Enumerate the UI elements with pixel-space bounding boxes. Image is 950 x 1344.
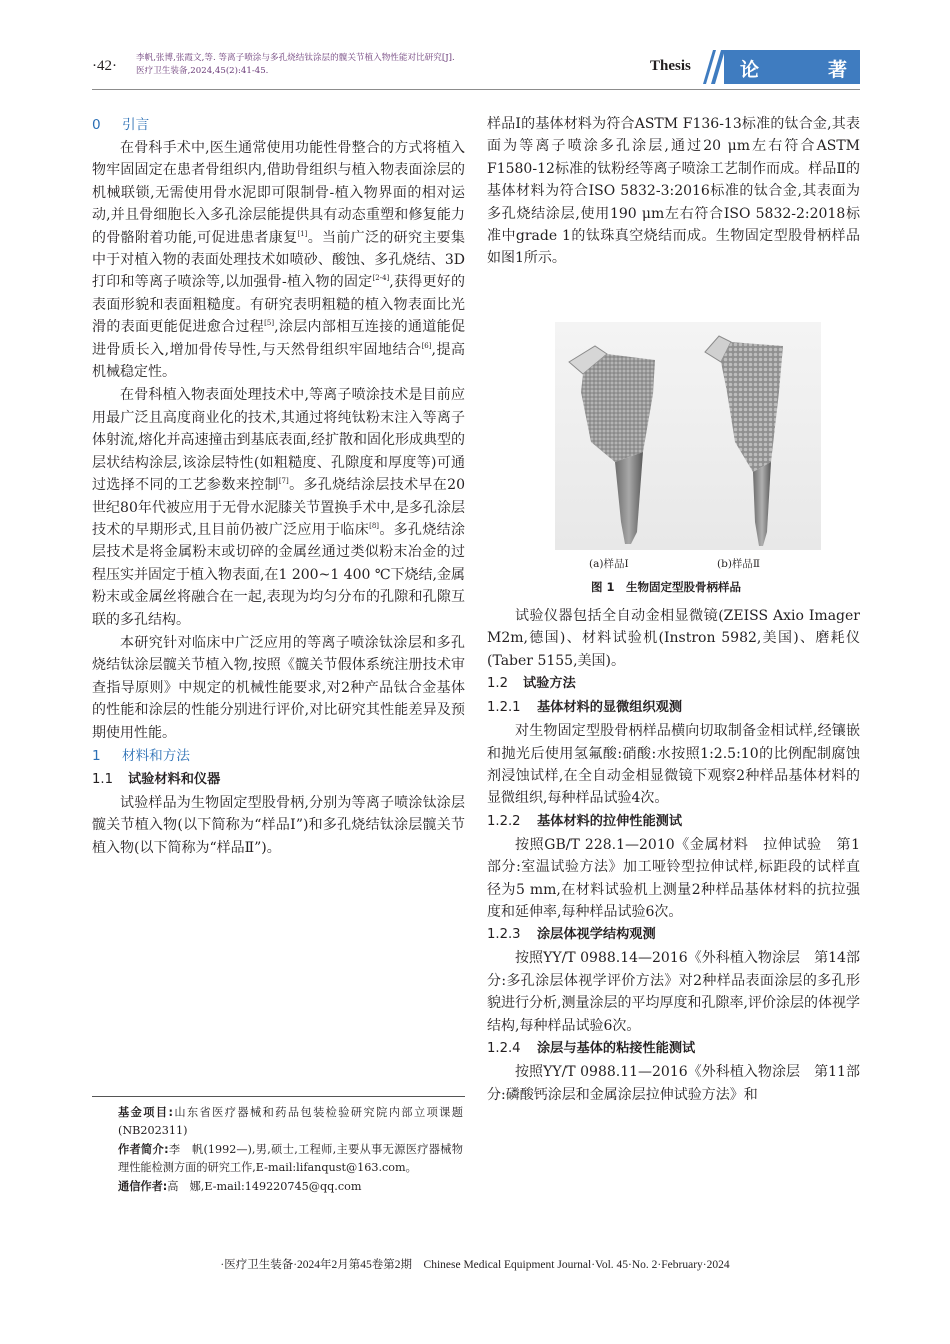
femoral-stem-image xyxy=(683,322,821,550)
section-1-2-heading: 1.2 试验方法 xyxy=(487,676,576,692)
corresponding-author-note: 通信作者:高 娜,E-mail:149220745@qq.com xyxy=(118,1180,362,1194)
figure-sublabel-a: (a)样品Ⅰ xyxy=(589,558,629,570)
citation-ref: [6] xyxy=(421,341,432,350)
section-1-2-2-paragraph: 按照GB/T 228.1—2010《金属材料 拉伸试验 第1部分:室温试验方法》加工哑铃型拉伸试样,标距段的试样直径为5 mm,在材料试验机上测量2种样品基体材料的抗拉强度和延伸率,每种样品试验6次。 xyxy=(487,836,860,921)
section-1-heading: 1 材料和方法 xyxy=(92,747,190,764)
materials-paragraph: 样品Ⅰ的基体材料为符合ASTM F136-13标准的钛合金,其表面为等离子喷涂多孔涂层,通过20 μm左右符合ASTM F1580-12标准的钛粉经等离子喷涂工艺制作而成。样品Ⅱ的基体材料为符合ISO 5832-3:2016标准的钛合金,其表面为多孔烧结涂层,使用190 μm左右符合ISO 5832-2:2018标准中grade 1的钛珠真空烧结而成。生物固定型股骨柄样品如图1所示。 xyxy=(487,116,860,267)
citation-ref: [2-4] xyxy=(372,274,390,283)
right-column-bottom xyxy=(487,605,860,1106)
left-column xyxy=(92,113,465,859)
fund-note: 基金项目:山东省医疗器械和药品包装检验研究院内部立项课题(NB202311) xyxy=(118,1106,463,1137)
author-note: 作者简介:李 帆(1992—),男,硕士,工程师,主要从事无源医疗器械物理性能检测方面的研究工作,E-mail:lifanqust@163.com。 xyxy=(118,1143,463,1174)
intro-paragraph-3: 本研究针对临床中广泛应用的等离子喷涂钛涂层和多孔烧结钛涂层髋关节植入物,按照《髋关节假体系统注册技术审查指导原则》中规定的机械性能要求,对2种产品钛合金基体的性能和涂层的性能分别进行评价,对比研究其性能差异及预期使用性能。 xyxy=(92,634,465,741)
section-1-2-2-heading: 1.2.2 基体材料的拉伸性能测试 xyxy=(487,813,683,829)
citation-ref: [7] xyxy=(278,477,289,486)
section-1-2-3-paragraph: 按照YY/T 0988.14—2016《外科植入物涂层 第14部分:多孔涂层体视学评价方法》对2种样品表面涂层的多孔形貌进行分析,测量涂层的平均厚度和孔隙率,评价涂层的体视学结构,每种样品试验6次。 xyxy=(487,950,860,1034)
section-1-2-1-paragraph: 对生物固定型股骨柄样品横向切取制备金相试样,经镶嵌和抛光后使用氢氟酸:硝酸:水按照1:2.5:10的比例配制腐蚀剂浸蚀试样,在全自动金相显微镜下观察2种样品基体材料的显微组织,每种样品试验4次。 xyxy=(487,723,860,807)
section-1-1-paragraph: 试验样品为生物固定型股骨柄,分别为等离子喷涂钛涂层髋关节植入物(以下简称为“样品Ⅰ”)和多孔烧结钛涂层髋关节植入物(以下简称为“样品Ⅱ”)。 xyxy=(92,794,465,856)
section-1-2-4-paragraph: 按照YY/T 0988.11—2016《外科植入物涂层 第11部分:磷酸钙涂层和金属涂层拉伸试验方法》和 xyxy=(487,1064,860,1103)
intro-heading: 0 引言 xyxy=(92,117,150,133)
instruments-paragraph: 试验仪器包括全自动金相显微镜(ZEISS Axio Imager M2m,德国)、材料试验机(Instron 5982,美国)、磨耗仪(Taber 5155,美国)。 xyxy=(487,608,860,669)
footnote xyxy=(118,1104,463,1198)
sample-1-photo xyxy=(555,322,693,550)
figure-sublabel-b: (b)样品Ⅱ xyxy=(717,558,761,570)
header-rule xyxy=(92,89,860,90)
intro-paragraph-2: 在骨科植入物表面处理技术中,等离子喷涂技术是目前应用最广泛且高度商业化的技术,其通过将纯钛粉末注入等离子体射流,熔化并高速撞击到基底表面,经扩散和固化形成典型的层状结构涂层,该涂层特性(如粗糙度、孔隙度和厚度等)可通过选择不同的工艺参数来控制[7]。多孔烧结涂层技术早在20世纪80年代被应用于无骨水泥膝关节置换手术中,是多孔涂层技术的早期形式,且目前仍被广泛应用于临床[8]。多孔烧结涂层技术是将金属粉末或切碎的金属丝通过类似粉末冶金的过程压实并固定于植入物表面,在1 200~1 400 ℃下烧结,金属粉末或金属丝将融合在一起,表现为均匀分布的孔隙和孔隙互联的多孔结构。 xyxy=(92,387,466,628)
figure-caption: 图 1 生物固定型股骨柄样品 xyxy=(591,580,742,594)
right-column-top xyxy=(487,113,860,270)
page-footer: ·医疗卫生装备·2024年2月第45卷第2期 Chinese Medical Equipment Journal·Vol. 45·No. 2·February·2024 xyxy=(220,1259,730,1271)
section-1-2-4-heading: 1.2.4 涂层与基体的粘接性能测试 xyxy=(487,1041,696,1057)
footnote-rule xyxy=(92,1096,465,1097)
running-citation xyxy=(136,52,596,78)
page-number: ·42· xyxy=(92,58,117,74)
citation-ref: [8] xyxy=(369,521,380,530)
femoral-stem-image xyxy=(555,322,693,550)
section-1-2-1-heading: 1.2.1 基体材料的显微组织观测 xyxy=(487,700,683,716)
section-1-1-heading: 1.1 试验材料和仪器 xyxy=(92,771,221,787)
citation-line-1: 李帆,张博,张霞文,等. 等离子喷涂与多孔烧结钛涂层的髋关节植入物性能对比研究[J]. xyxy=(136,53,455,63)
citation-line-2: 医疗卫生装备,2024,45(2):41-45. xyxy=(136,66,269,76)
sample-2-photo xyxy=(683,322,821,550)
section-badge xyxy=(724,50,860,84)
section-badge-char-2: 著 xyxy=(828,59,848,81)
citation-ref: [1] xyxy=(297,229,308,238)
citation-ref: [5] xyxy=(264,319,275,328)
section-1-2-3-heading: 1.2.3 涂层体视学结构观测 xyxy=(487,927,656,943)
section-badge-char-1: 论 xyxy=(740,59,760,81)
intro-paragraph-1: 在骨科手术中,医生通常使用功能性骨整合的方式将植入物牢固固定在患者骨组织内,借助骨组织与植入物表面涂层的机械联锁,无需使用骨水泥即可限制骨-植入物界面的相对运动,并且骨细胞长入多孔涂层能提供具有动态重塑和修复能力的骨骼附着功能,可促进患者康复[1]。当前广泛的研究主要集中于对植入物的表面处理技术如喷砂、酸蚀、多孔烧结、3D打印和等离子喷涂等,以加强骨-植入物的固定[2-4],获得更好的表面形貌和表面粗糙度。有研究表明粗糙的植入物表面比光滑的表面更能促进愈合过程[5],涂层内部相互连接的通道能促进骨质长入,增加骨传导性,与天然骨组织牢固地结合[6],提高机械稳定性。 xyxy=(92,140,466,381)
thesis-label: Thesis xyxy=(650,58,691,74)
